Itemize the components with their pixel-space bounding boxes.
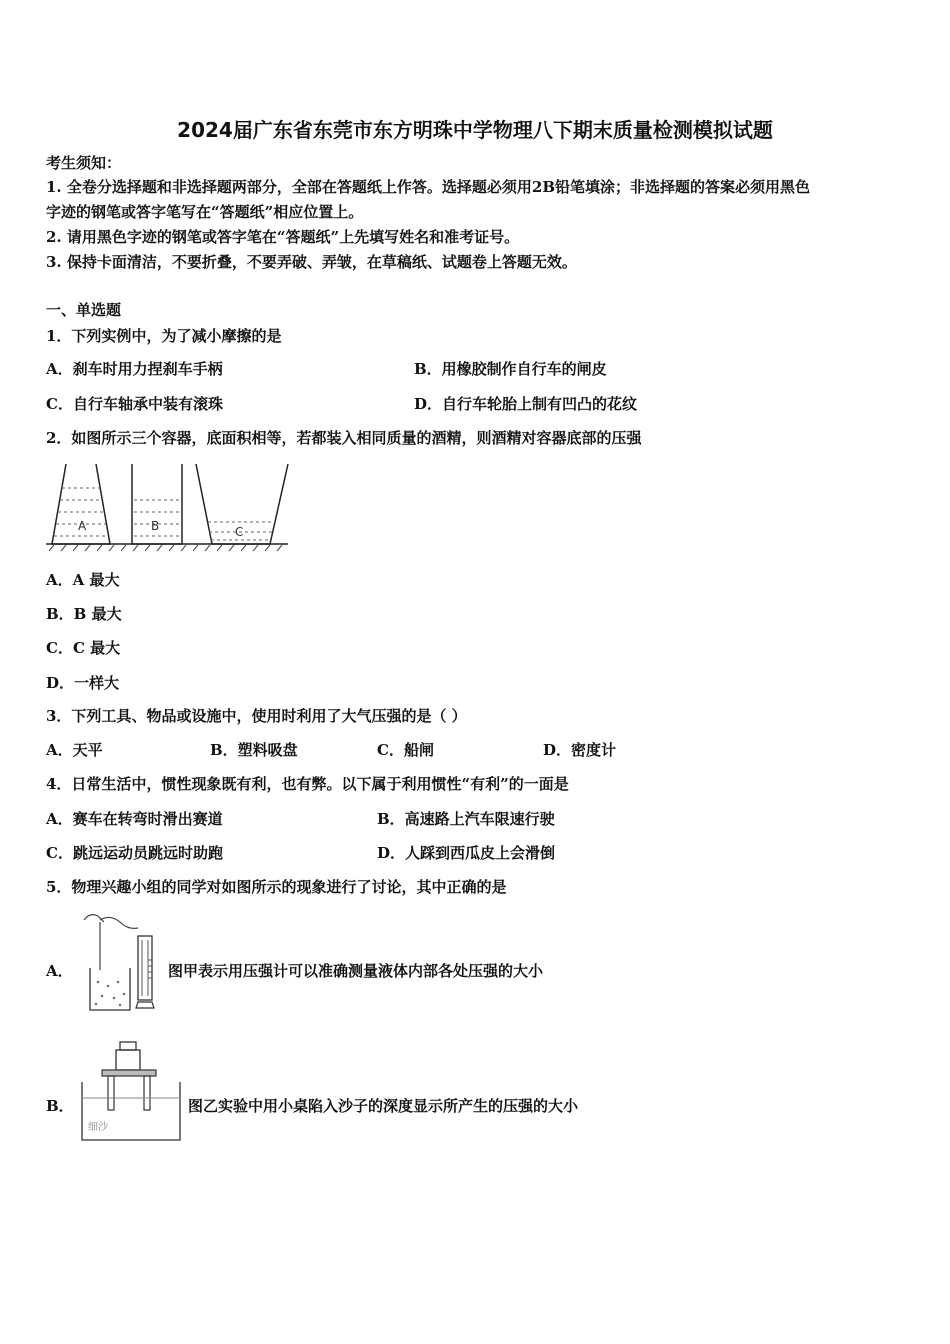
notice-item-2: 2. 请用黑色字迹的钢笔或答字笔在“答题纸”上先填写姓名和准考证号。 — [46, 228, 520, 246]
q3-option-a[interactable]: A．天平 — [46, 741, 103, 759]
q2-option-b[interactable]: B．B 最大 — [46, 605, 122, 623]
page-title: 2024届广东省东莞市东方明珠中学物理八下期末质量检测模拟试题 — [177, 118, 773, 142]
q4-option-b[interactable]: B．高速路上汽车限速行驶 — [377, 810, 555, 828]
q4-stem: 4．日常生活中，惯性现象既有利，也有弊。以下属于利用惯性“有利”的一面是 — [46, 775, 569, 793]
sand-label: 细沙 — [88, 1122, 108, 1133]
q1-option-b[interactable]: B．用橡胶制作自行车的闸皮 — [414, 360, 607, 378]
notice-item-3: 3. 保持卡面清洁，不要折叠，不要弄破、弄皱，在草稿纸、试题卷上答题无效。 — [46, 253, 577, 271]
q1-option-d[interactable]: D．自行车轮胎上制有凹凸的花纹 — [414, 395, 638, 413]
q2-option-a[interactable]: A．A 最大 — [46, 571, 120, 589]
q5-option-b-letter[interactable]: B． — [46, 1097, 74, 1115]
container-a-label: A — [78, 519, 87, 533]
notice-item-1: 1. 全卷分选择题和非选择题两部分，全部在答题纸上作答。选择题必须用2B铅笔填涂；非选择题的答案必须用黑色 — [46, 178, 811, 196]
q4-option-d[interactable]: D．人踩到西瓜皮上会滑倒 — [377, 844, 556, 862]
q2-option-d[interactable]: D．一样大 — [46, 674, 120, 692]
q5-option-a-letter[interactable]: A． — [46, 962, 73, 980]
q2-stem: 2．如图所示三个容器，底面积相等，若都装入相同质量的酒精，则酒精对容器底部的压强 — [46, 429, 642, 447]
q2-containers-figure — [44, 460, 294, 556]
q5-stem: 5．物理兴趣小组的同学对如图所示的现象进行了讨论，其中正确的是 — [46, 878, 507, 896]
q4-option-a[interactable]: A．赛车在转弯时滑出赛道 — [46, 810, 223, 828]
section-heading: 一、单选题 — [46, 301, 122, 319]
q1-option-c[interactable]: C．自行车轴承中装有滚珠 — [46, 395, 223, 413]
q4-option-c[interactable]: C．跳远运动员跳远时助跑 — [46, 844, 223, 862]
q2-option-c[interactable]: C．C 最大 — [46, 639, 121, 657]
q3-stem: 3．下列工具、物品或设施中，使用时利用了大气压强的是（ ） — [46, 707, 467, 725]
q1-stem: 1．下列实例中，为了减小摩擦的是 — [46, 327, 282, 345]
q5-option-b-text[interactable]: 图乙实验中用小桌陷入沙子的深度显示所产生的压强的大小 — [188, 1097, 579, 1115]
notice-item-1-cont: 字迹的钢笔或答字笔写在“答题纸”相应位置上。 — [46, 203, 364, 221]
container-b-label: B — [151, 519, 160, 533]
pressure-gauge-figure — [78, 910, 164, 1016]
q3-option-c[interactable]: C．船闸 — [377, 741, 434, 759]
container-c-label: C — [235, 525, 244, 539]
q5-option-a-text[interactable]: 图甲表示用压强计可以准确测量液体内部各处压强的大小 — [168, 962, 544, 980]
q3-option-d[interactable]: D．密度计 — [543, 741, 617, 759]
q3-option-b[interactable]: B．塑料吸盘 — [210, 741, 298, 759]
table-on-sand-figure — [76, 1038, 186, 1144]
q1-option-a[interactable]: A．刹车时用力捏刹车手柄 — [46, 360, 223, 378]
notice-heading: 考生须知： — [46, 154, 122, 172]
